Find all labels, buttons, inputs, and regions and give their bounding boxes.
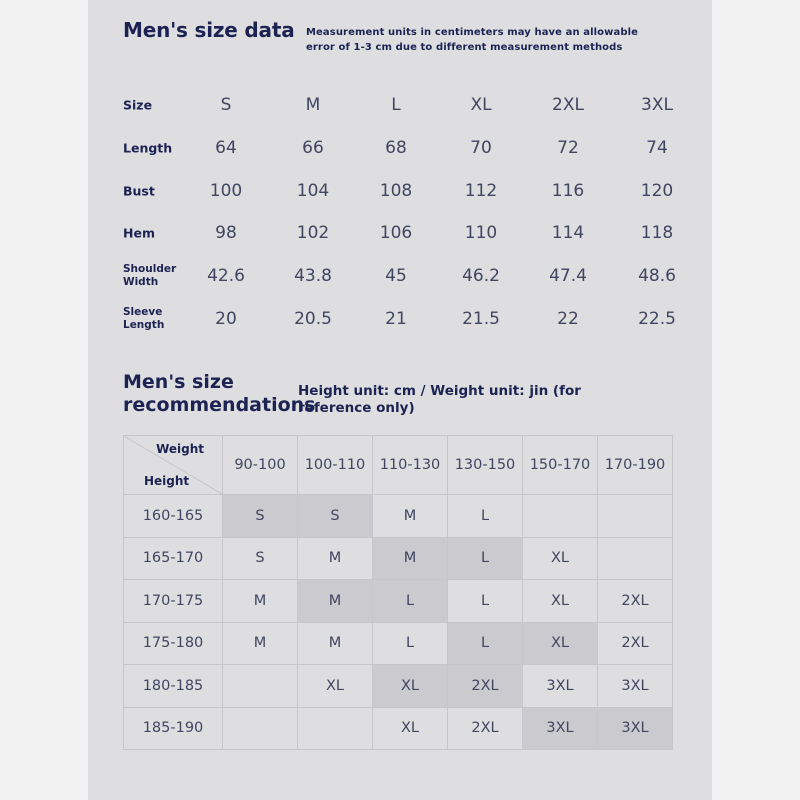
measurement-value: 20: [215, 309, 237, 329]
recommended-size-cell: 3XL: [523, 665, 598, 708]
measurement-value: 100: [209, 180, 243, 201]
size-row: [123, 212, 703, 254]
recommended-size-cell: 3XL: [523, 707, 598, 750]
recommended-size-cell: M: [298, 580, 373, 623]
recommended-size-cell: XL: [373, 707, 448, 750]
measurement-value: 112: [464, 180, 498, 201]
recommended-size-cell: XL: [523, 537, 598, 580]
measurement-value: 74: [646, 137, 668, 158]
recommended-size-cell: M: [223, 580, 298, 623]
size-label: 3XL: [641, 95, 673, 115]
height-row: [124, 665, 673, 708]
height-axis-label: Height: [144, 474, 190, 488]
recommended-size-cell: L: [448, 580, 523, 623]
recommended-size-cell: 2XL: [448, 707, 523, 750]
height-row: [124, 580, 673, 623]
recommendations-title: Men's size recommendations: [123, 371, 316, 416]
row-label: Bust: [123, 183, 155, 199]
recommended-size-cell: S: [223, 495, 298, 538]
recommended-size-cell: [598, 537, 673, 580]
recommended-size-cell: L: [448, 537, 523, 580]
size-label: M: [305, 95, 321, 115]
height-row: [124, 622, 673, 665]
units-note: Height unit: cm / Weight unit: jin (for reference only): [298, 383, 581, 416]
size-label: XL: [470, 95, 492, 115]
recommended-size-cell: XL: [298, 665, 373, 708]
recommended-size-cell: [223, 665, 298, 708]
recommended-size-cell: 2XL: [598, 622, 673, 665]
recommended-size-cell: L: [448, 495, 523, 538]
height-range-header: 180-185: [124, 665, 223, 708]
recommended-size-cell: L: [373, 580, 448, 623]
row-label: Length: [123, 140, 173, 156]
recommended-size-cell: L: [373, 622, 448, 665]
measurement-value: 46.2: [462, 266, 500, 287]
recommended-size-cell: M: [298, 537, 373, 580]
measurement-value: 102: [296, 223, 330, 244]
recommended-size-cell: [598, 495, 673, 538]
measurement-value: 21: [385, 309, 407, 329]
recommended-size-cell: [298, 707, 373, 750]
measurement-value: 42.6: [207, 266, 245, 287]
measurement-value: 104: [296, 180, 330, 201]
measurement-value: 114: [551, 223, 585, 244]
weight-range-header: 170-190: [598, 436, 673, 495]
measurement-value: 48.6: [638, 266, 676, 287]
recommended-size-cell: [523, 495, 598, 538]
height-row: [124, 537, 673, 580]
weight-range-header: 110-130: [373, 436, 448, 495]
height-range-header: 170-175: [124, 580, 223, 623]
size-label: L: [391, 95, 401, 115]
size-row: [123, 298, 703, 340]
recommended-size-cell: M: [373, 495, 448, 538]
measurement-value: 21.5: [462, 309, 500, 329]
size-row: [123, 255, 703, 297]
recommended-size-cell: [223, 707, 298, 750]
measurement-value: 98: [215, 223, 237, 244]
row-label: Size: [123, 97, 153, 113]
recommended-size-cell: 2XL: [448, 665, 523, 708]
size-row: [123, 127, 703, 169]
recommended-size-cell: 2XL: [598, 580, 673, 623]
recommended-size-cell: S: [223, 537, 298, 580]
recommended-size-cell: S: [298, 495, 373, 538]
measurement-value: 47.4: [549, 266, 587, 287]
height-range-header: 160-165: [124, 495, 223, 538]
recommended-size-cell: M: [298, 622, 373, 665]
weight-header-row: [124, 436, 673, 495]
recommended-size-cell: XL: [523, 580, 598, 623]
measurement-value: 43.8: [294, 266, 332, 287]
row-label: Hem: [123, 225, 155, 241]
size-row: [123, 170, 703, 212]
row-label: Shoulder Width: [123, 263, 177, 289]
weight-range-header: 100-110: [298, 436, 373, 495]
recommended-size-cell: 3XL: [598, 707, 673, 750]
height-range-header: 175-180: [124, 622, 223, 665]
corner-header-cell: [124, 436, 223, 495]
recommended-size-cell: XL: [373, 665, 448, 708]
measurement-value: 108: [379, 180, 413, 201]
measurement-value: 45: [385, 266, 407, 287]
measurement-value: 72: [557, 137, 579, 158]
measurement-value: 22: [557, 309, 579, 329]
weight-axis-label: Weight: [156, 442, 204, 456]
recommended-size-cell: M: [373, 537, 448, 580]
measurement-value: 70: [470, 137, 492, 158]
measurement-value: 120: [640, 180, 674, 201]
height-range-header: 185-190: [124, 707, 223, 750]
size-label: S: [220, 95, 232, 115]
size-header-row: [123, 84, 703, 126]
measurement-value: 22.5: [638, 309, 676, 329]
measurement-value: 68: [385, 137, 407, 158]
size-data-title: Men's size data: [123, 18, 295, 42]
weight-range-header: 90-100: [223, 436, 298, 495]
recommended-size-cell: L: [448, 622, 523, 665]
height-row: [124, 495, 673, 538]
row-label: Sleeve Length: [123, 306, 165, 331]
measurement-value: 66: [302, 137, 324, 158]
recommended-size-cell: XL: [523, 622, 598, 665]
measurement-value: 106: [379, 223, 413, 244]
height-range-header: 165-170: [124, 537, 223, 580]
size-label: 2XL: [552, 95, 584, 115]
weight-range-header: 150-170: [523, 436, 598, 495]
weight-range-header: 130-150: [448, 436, 523, 495]
height-row: [124, 707, 673, 750]
measurement-value: 116: [551, 180, 585, 201]
measurement-value: 110: [464, 223, 498, 244]
recommended-size-cell: 3XL: [598, 665, 673, 708]
measurement-value: 64: [215, 137, 237, 158]
recommended-size-cell: M: [223, 622, 298, 665]
measurement-value: 20.5: [294, 309, 332, 329]
size-recommendation-table: [123, 435, 673, 750]
measurement-note: Measurement units in centimeters may have an allowable error of 1-3 cm due to different measurement methods: [306, 27, 639, 53]
measurement-value: 118: [640, 223, 674, 244]
